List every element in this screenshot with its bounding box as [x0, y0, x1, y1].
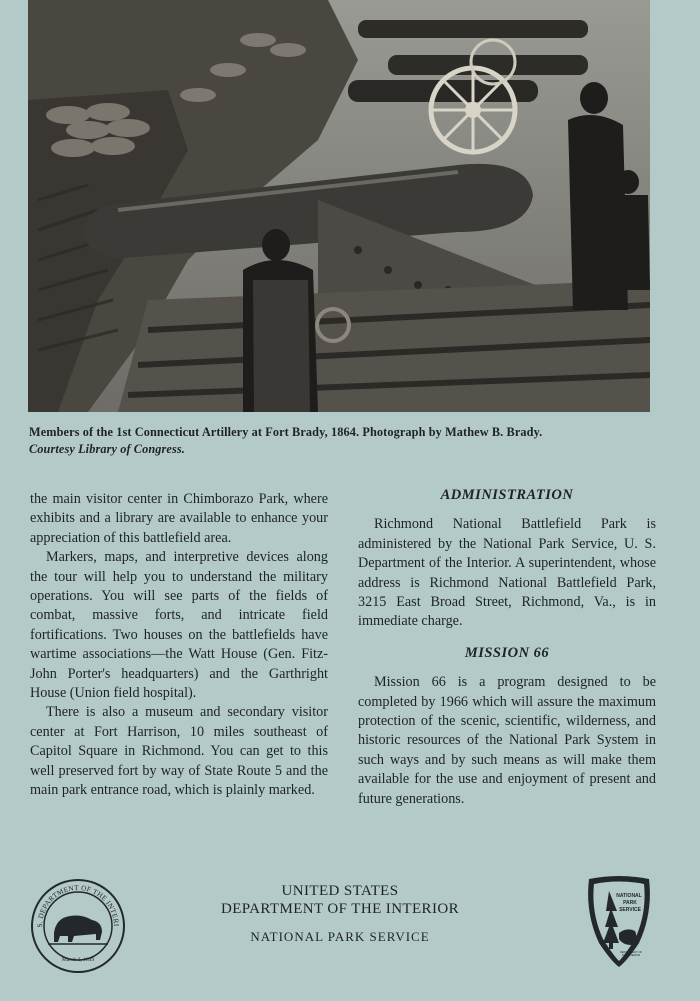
footer-national-park-service: NATIONAL PARK SERVICE: [250, 929, 430, 944]
svg-text:NATIONAL: NATIONAL: [616, 893, 642, 899]
caption-credit: Courtesy Library of Congress.: [29, 442, 185, 456]
paragraph-visitor-center: the main visitor center in Chimborazo Park, where exhibits and a library are available to enhance your appreciation of this battlefield area.: [30, 491, 328, 546]
caption-text: Members of the 1st Connecticut Artillery at Fort Brady, 1864. Photograph by Mathew B. Brady.: [29, 425, 543, 439]
mission-66-heading: MISSION 66: [464, 644, 550, 661]
mission-66-text: Mission 66 is a program designed to be completed by 1966 which will assure the maximum protection of the scenic, scientific, wilderness, and historic resources of the National Park System in such ways and by such means as will make them available for the use and enjoyment of present and future generations.: [358, 674, 656, 807]
svg-text:SERVICE: SERVICE: [619, 907, 641, 913]
administration-text: Richmond National Battlefield Park is administered by the National Park Service, U. S. Department of the Interior. A superintendent, whose address is Richmond National Battlefield Park, 3215 East Broad Street, Richmond, Va., is in immediate charge.: [358, 516, 656, 630]
svg-text:March 3, 1849: March 3, 1849: [61, 957, 95, 963]
paragraph-fort-harrison: There is also a museum and secondary visitor center at Fort Harrison, 10 miles southeast of Capitol Square in Richmond. You can get to this well preserved fort by way of State Route 5 and the main park entrance road, which is plainly marked.: [30, 704, 328, 799]
footer-title: [170, 882, 510, 946]
footer-department: DEPARTMENT OF THE INTERIOR: [221, 901, 459, 917]
administration-heading: ADMINISTRATION: [440, 487, 574, 503]
artillery-photograph: [28, 0, 650, 412]
department-of-interior-seal: [30, 878, 126, 974]
right-column: [358, 486, 656, 809]
paragraph-markers: Markers, maps, and interpretive devices along the tour will help you to understand the military operations. You will see parts of the fields of combat, massive forts, and intricate field fortifications. Two houses on the battlefields have wartime associations—the Watt House (Gen. Fitz-John Porter's headquarters) and the Garthright House (Union field hospital).: [30, 549, 328, 702]
photo-caption: [29, 424, 679, 458]
svg-text:U. S. DEPARTMENT OF THE INTERI: S. DEPARTMENT OF THE INTERI: [35, 883, 121, 928]
footer-united-states: UNITED STATES: [281, 883, 399, 899]
left-column: [30, 490, 328, 801]
svg-text:THE INTERIOR: THE INTERIOR: [621, 954, 641, 957]
nps-arrowhead-logo: [583, 873, 655, 969]
svg-text:PARK: PARK: [623, 900, 637, 906]
svg-text:DEPARTMENT OF: DEPARTMENT OF: [620, 951, 642, 954]
